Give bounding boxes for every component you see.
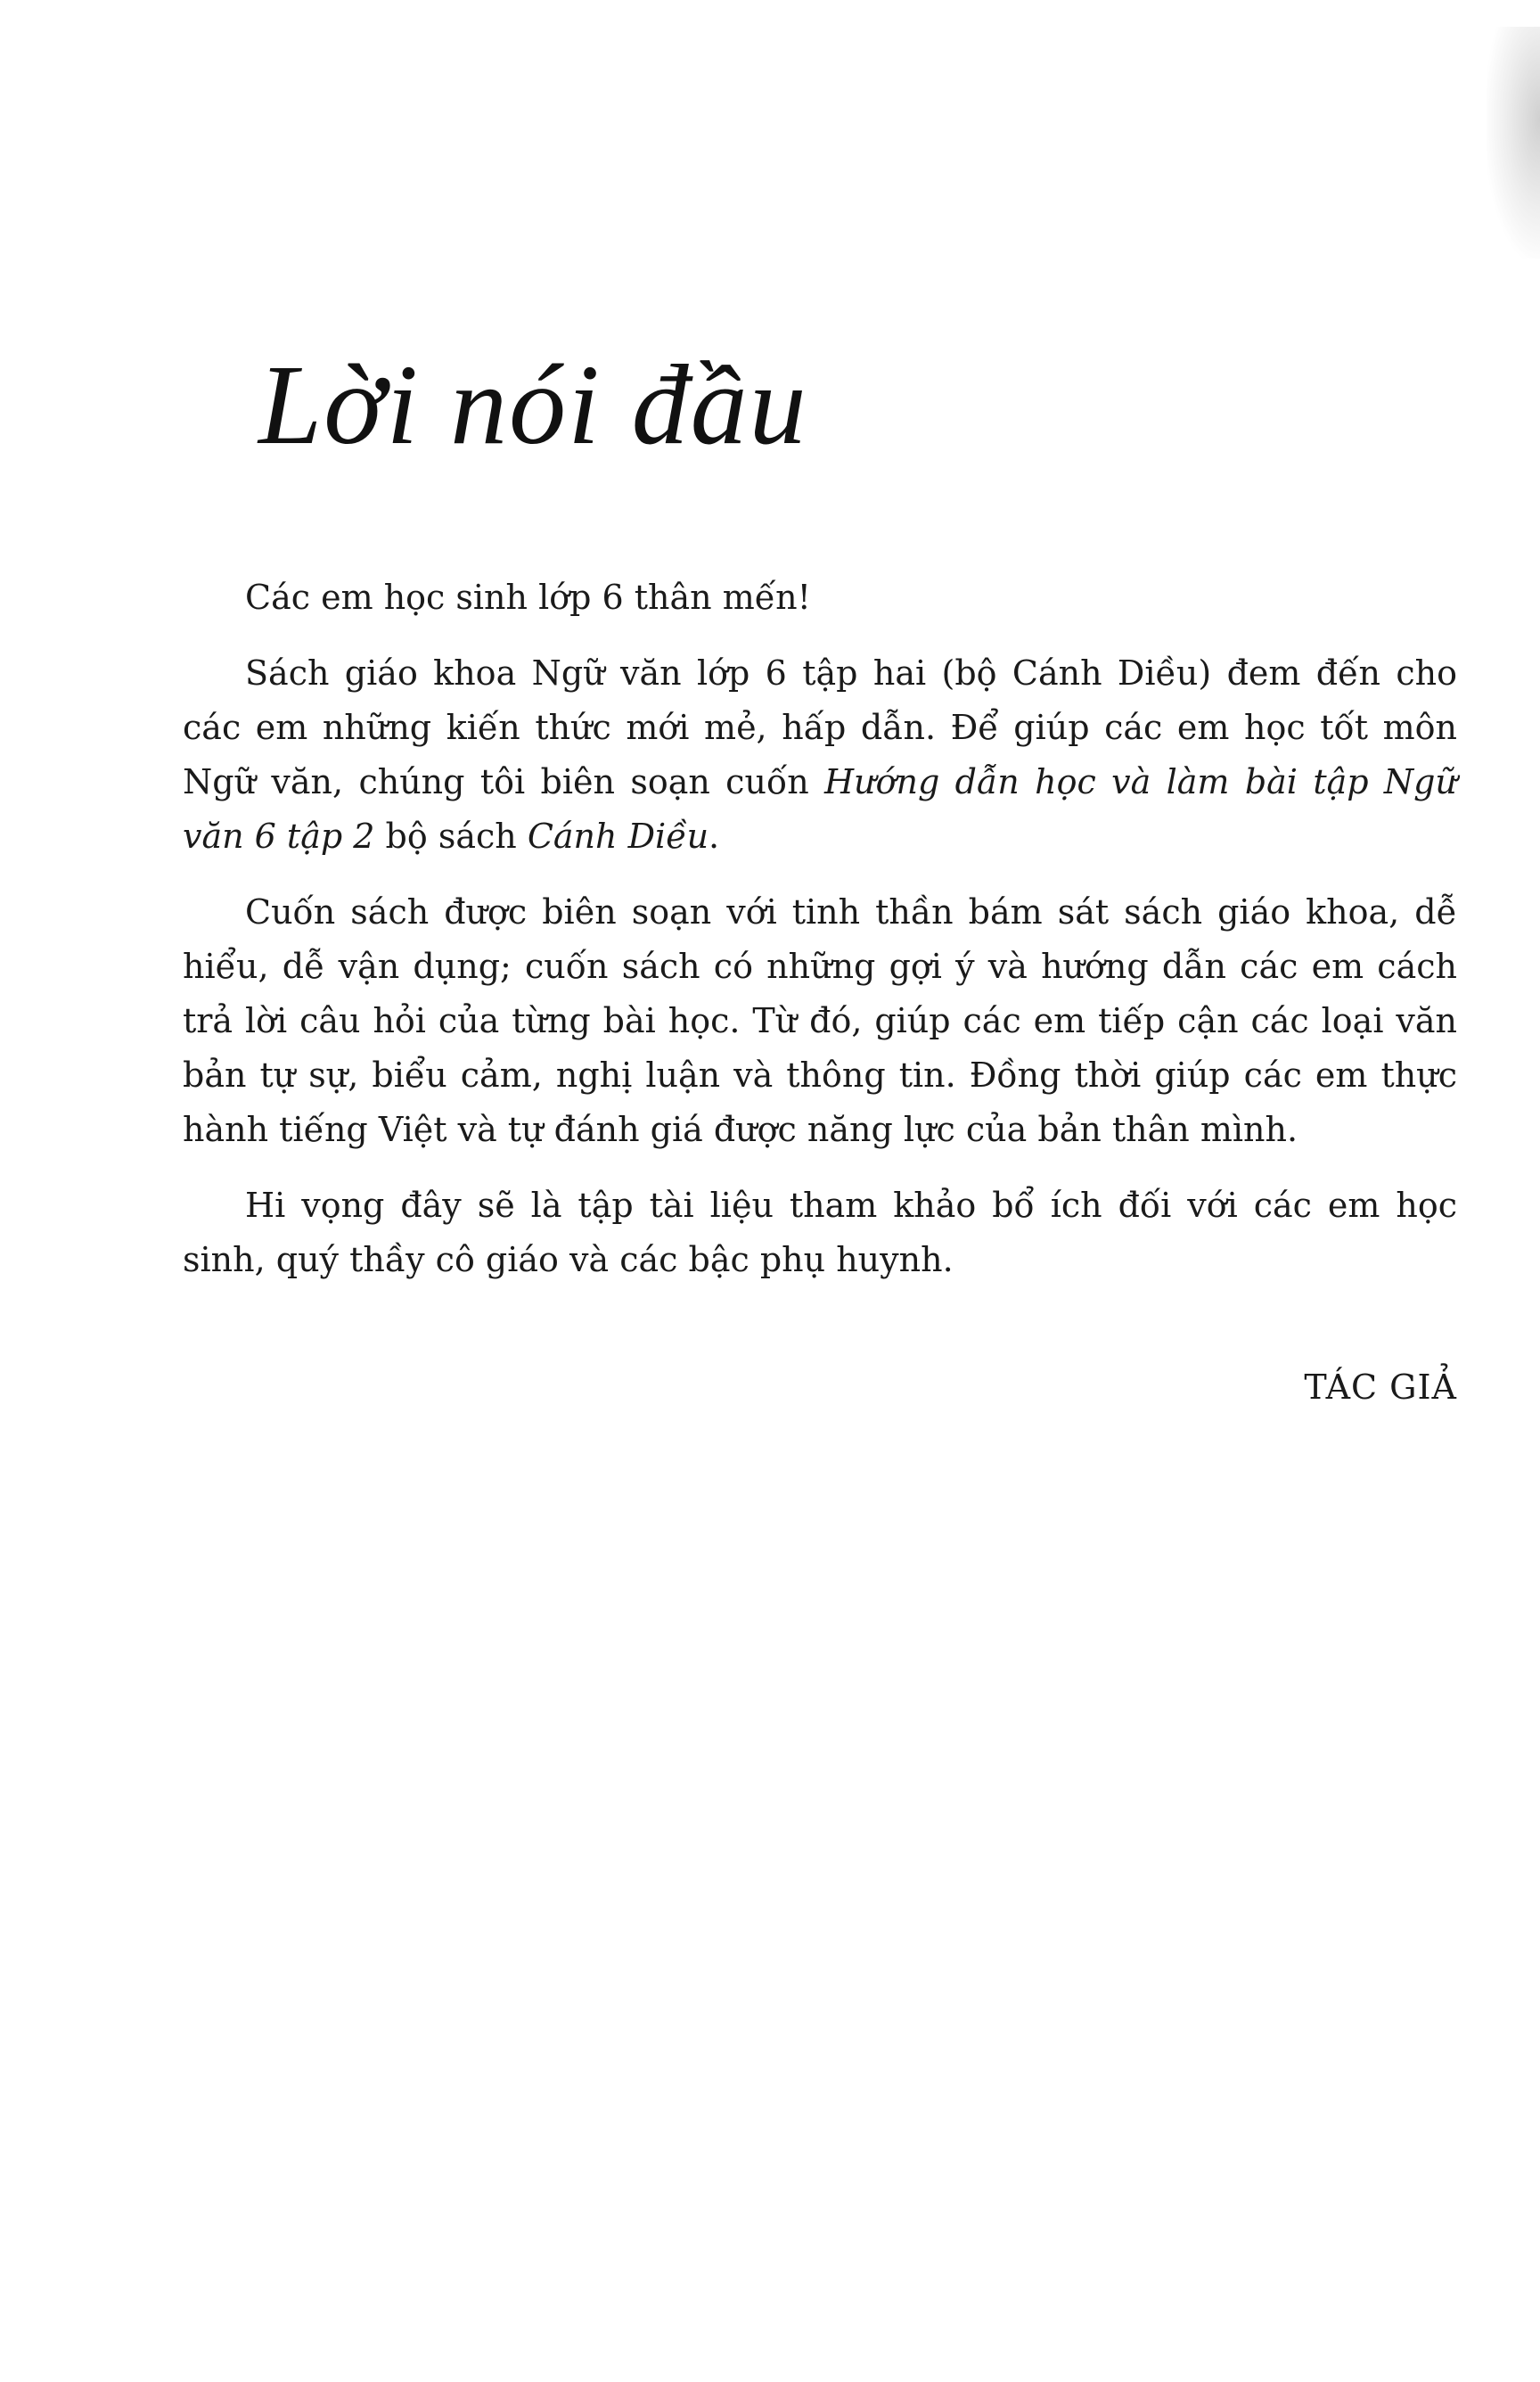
closing-paragraph: Hi vọng đây sẽ là tập tài liệu tham khảo bổ ích đối với các em học sinh, quý thầy cô giáo và các bậc phụ huynh. — [183, 1186, 1457, 1279]
content-paragraph: Cuốn sách được biên soạn với tinh thần bám sát sách giáo khoa, dễ hiểu, dễ vận dụng; cuốn sách có những gợi ý và hướng dẫn các em cách trả lời câu hỏi của từng bài học. Từ đó, giúp các em tiếp cận các loại văn bản tự sự, biểu cảm, nghị luận và thông tin. Đồng thời giúp các em thực hành tiếng Việt và tự đánh giá được năng lực của bản thân mình. — [183, 892, 1457, 1149]
page-edge-shadow — [1487, 27, 1540, 259]
intro-text-part2: bộ sách — [374, 817, 528, 856]
preface-body — [183, 571, 1457, 1309]
series-name-italic: Cánh Diều — [527, 817, 709, 856]
greeting-paragraph: Các em học sinh lớp 6 thân mến! — [245, 578, 811, 617]
intro-text-part1: Sách giáo khoa Ngữ văn lớp 6 tập hai (bộ Cánh Diều) đem đến cho các em những kiến thức mới mẻ, hấp dẫn. Để giúp các em học tốt môn Ngữ văn, chúng tôi biên soạn cuốn — [183, 653, 1457, 801]
page-title: Lời nói đầu — [258, 341, 808, 468]
book-title-italic: Hướng dẫn học và làm bài tập Ngữ văn 6 tập 2 — [183, 762, 1457, 856]
intro-text-part3: . — [709, 817, 720, 856]
author-signature: TÁC GIẢ — [1304, 1368, 1457, 1407]
intro-paragraph — [183, 646, 1457, 864]
